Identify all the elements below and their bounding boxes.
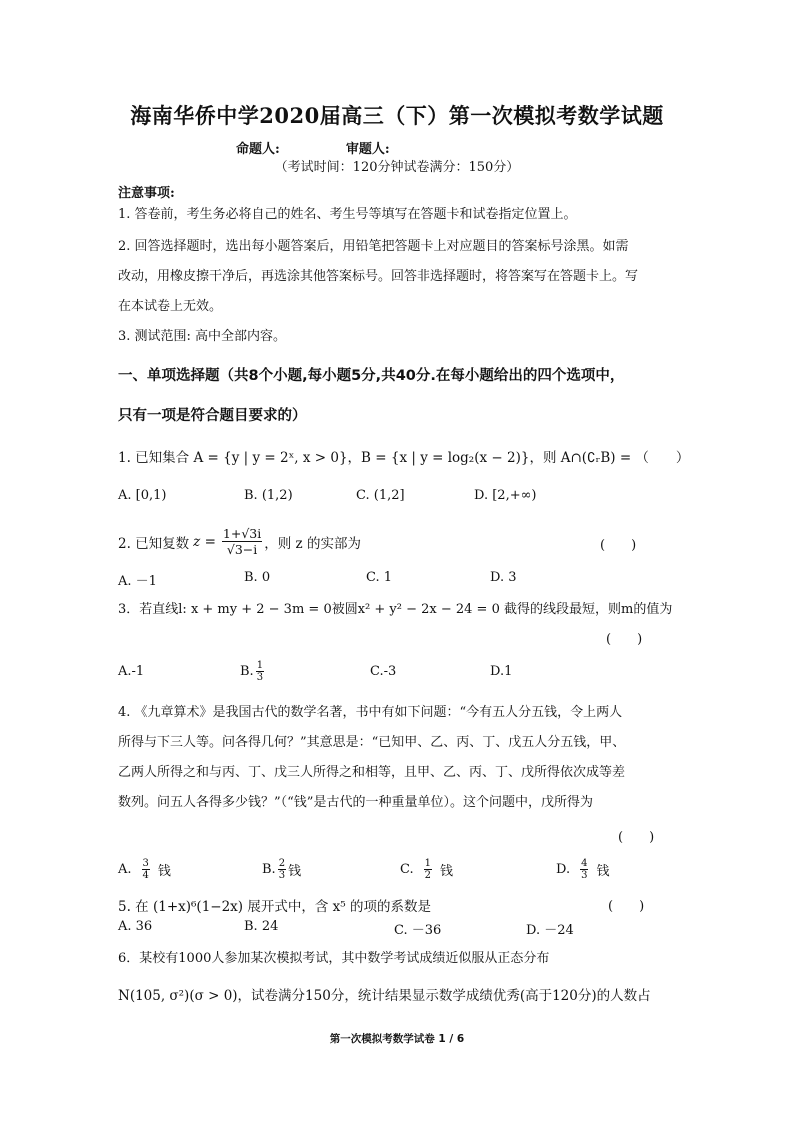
question-3-option-b-denominator: 3 (256, 672, 264, 683)
question-4-line-4: 数列。问五人各得多少钱？”（“钱”是古代的一种重量单位）。这个问题中，戊所得为 (118, 795, 593, 810)
question-2-option-b: B. 0 (244, 570, 271, 585)
question-4-line-1: 4. 《九章算术》是我国古代的数学名著，书中有如下问题：“今有五人分五钱，令上两人 (118, 705, 623, 720)
question-4-option-b-unit: 钱 (288, 864, 302, 879)
notice-item-2-line-3: 在本试卷上无效。 (118, 299, 223, 314)
question-3-option-d: D.1 (490, 664, 513, 679)
question-4-option-d-denominator: 3 (581, 870, 588, 881)
section-1-heading-line-1: 一、单项选择题（共8个小题,每小题5分,共40分.在每小题给出的四个选项中， (118, 368, 625, 384)
question-4-option-d-numerator: 4 (581, 858, 588, 869)
question-5-option-d: D. －24 (526, 923, 574, 938)
question-4-line-3: 乙两人所得之和与丙、丁、戊三人所得之和相等，且甲、乙、丙、丁、戊所得依次成等差 (118, 765, 626, 780)
question-5-answer-paren: ( ) (608, 899, 645, 914)
question-1-option-c: C. (1,2] (356, 488, 405, 503)
question-4-option-c-unit: 钱 (440, 864, 454, 879)
question-4-option-b-denominator: 3 (278, 870, 286, 881)
notice-item-2-line-1: 2. 回答选择题时，选出每小题答案后，用铅笔把答题卡上对应题目的答案标号涂黑。如需 (118, 239, 629, 254)
question-2-suffix: ，则 z 的实部为 (264, 535, 361, 552)
question-4-option-d (556, 858, 609, 881)
question-2-numerator: 1+√3i (222, 526, 262, 541)
question-3-option-b-numerator: 1 (256, 660, 264, 671)
question-2-fraction (222, 526, 262, 557)
notice-item-1: 1. 答卷前，考生务必将自己的姓名、考生号等填写在答题卡和试卷指定位置上。 (118, 207, 577, 222)
author-label: 命题人: (236, 142, 280, 157)
question-4-option-c-numerator: 1 (424, 858, 431, 869)
question-2-option-c: C. 1 (366, 570, 393, 585)
page-title: 海南华侨中学2020届高三（下）第一次模拟考数学试题 (130, 103, 664, 128)
question-2-denominator: √3−i (226, 542, 258, 557)
question-5-text: 5. 在 (1+x)⁶(1−2x) 展开式中，含 x⁵ 的项的系数是 (118, 899, 431, 915)
question-4-option-b-fraction (278, 858, 286, 881)
section-1-heading-line-2: 只有一项是符合题目要求的） (118, 408, 307, 424)
question-4-option-b (262, 858, 301, 881)
question-4-option-a (118, 858, 171, 881)
question-1-text: 1. 已知集合 A = {y | y = 2ˣ, x > 0}，B = {x | y = log₂(x − 2)}，则 A∩(∁ᵣB) = （ ） (118, 450, 690, 466)
question-4-option-b-label: B. (262, 862, 276, 877)
question-4-option-a-numerator: 3 (142, 858, 149, 869)
question-1-option-b: B. (1,2) (244, 488, 293, 503)
question-5-option-b: B. 24 (244, 919, 279, 934)
question-3-option-b-label: B. (240, 664, 254, 679)
question-6-line-2: N(105, σ²)(σ > 0)，试卷满分150分，统计结果显示数学成绩优秀(高于120分)的人数占 (118, 988, 651, 1004)
question-4-option-c-fraction (424, 858, 432, 881)
question-4-option-d-fraction (580, 858, 588, 881)
question-3-text: 3．若直线l: x + my + 2 − 3m = 0被圆x² + y² − 2x − 24 = 0 截得的线段最短，则m的值为 (118, 602, 673, 617)
question-4-option-b-numerator: 2 (278, 858, 286, 869)
question-4-option-a-unit: 钱 (157, 864, 171, 879)
question-4-option-a-label: A. (118, 862, 132, 877)
question-4-option-d-label: D. (556, 862, 571, 877)
question-4-option-a-denominator: 4 (142, 870, 149, 881)
question-6-line-1: 6．某校有1000人参加某次模拟考试，其中数学考试成绩近似服从正态分布 (118, 951, 550, 966)
notice-item-2-line-2: 改动，用橡皮擦干净后，再选涂其他答案标号。回答非选择题时，将答案写在答题卡上。写 (118, 269, 639, 284)
question-3-option-a: A.-1 (118, 664, 145, 679)
question-2-prefix: 2. 已知复数 (118, 535, 190, 552)
question-3-option-b (240, 660, 266, 683)
question-4-answer-paren: ( ) (618, 830, 655, 845)
question-4-option-c-label: C. (400, 862, 414, 877)
notice-heading: 注意事项: (118, 186, 175, 201)
question-1-option-a: A. [0,1) (118, 488, 167, 503)
question-4-option-d-unit: 钱 (596, 864, 610, 879)
question-4-option-a-fraction (142, 858, 150, 881)
exam-info: （考试时间：120分钟试卷满分：150分） (274, 160, 520, 175)
question-2-text: 2. 已知复数 z = $\frac{1+√3i}{√3-i}$ ，则 z 的实部为 (118, 526, 361, 557)
question-4-option-c (400, 858, 453, 881)
question-4-line-2: 所得与下三人等。问各得几何？”其意思是：“已知甲、乙、丙、丁、戊五人分五钱，甲、 (118, 735, 626, 750)
question-5-option-c: C. －36 (394, 923, 442, 938)
question-3-option-c: C.-3 (370, 664, 397, 679)
question-1-option-d: D. [2,+∞) (474, 488, 537, 503)
question-2-option-a: A. －1 (118, 574, 157, 589)
notice-item-3: 3. 测试范围: 高中全部内容。 (118, 329, 287, 344)
question-2-option-d: D. 3 (490, 570, 517, 585)
author-reviewer-line (236, 138, 390, 157)
page-footer: 第一次模拟考数学试卷 1 / 6 (329, 1033, 465, 1045)
question-3-option-b-fraction (256, 660, 264, 683)
question-3-answer-paren: ( ) (606, 632, 643, 647)
reviewer-label: 审题人: (345, 142, 390, 157)
question-4-option-c-denominator: 2 (424, 870, 431, 881)
question-5-option-a: A. 36 (118, 919, 153, 934)
question-2-answer-paren: ( ) (600, 538, 637, 553)
